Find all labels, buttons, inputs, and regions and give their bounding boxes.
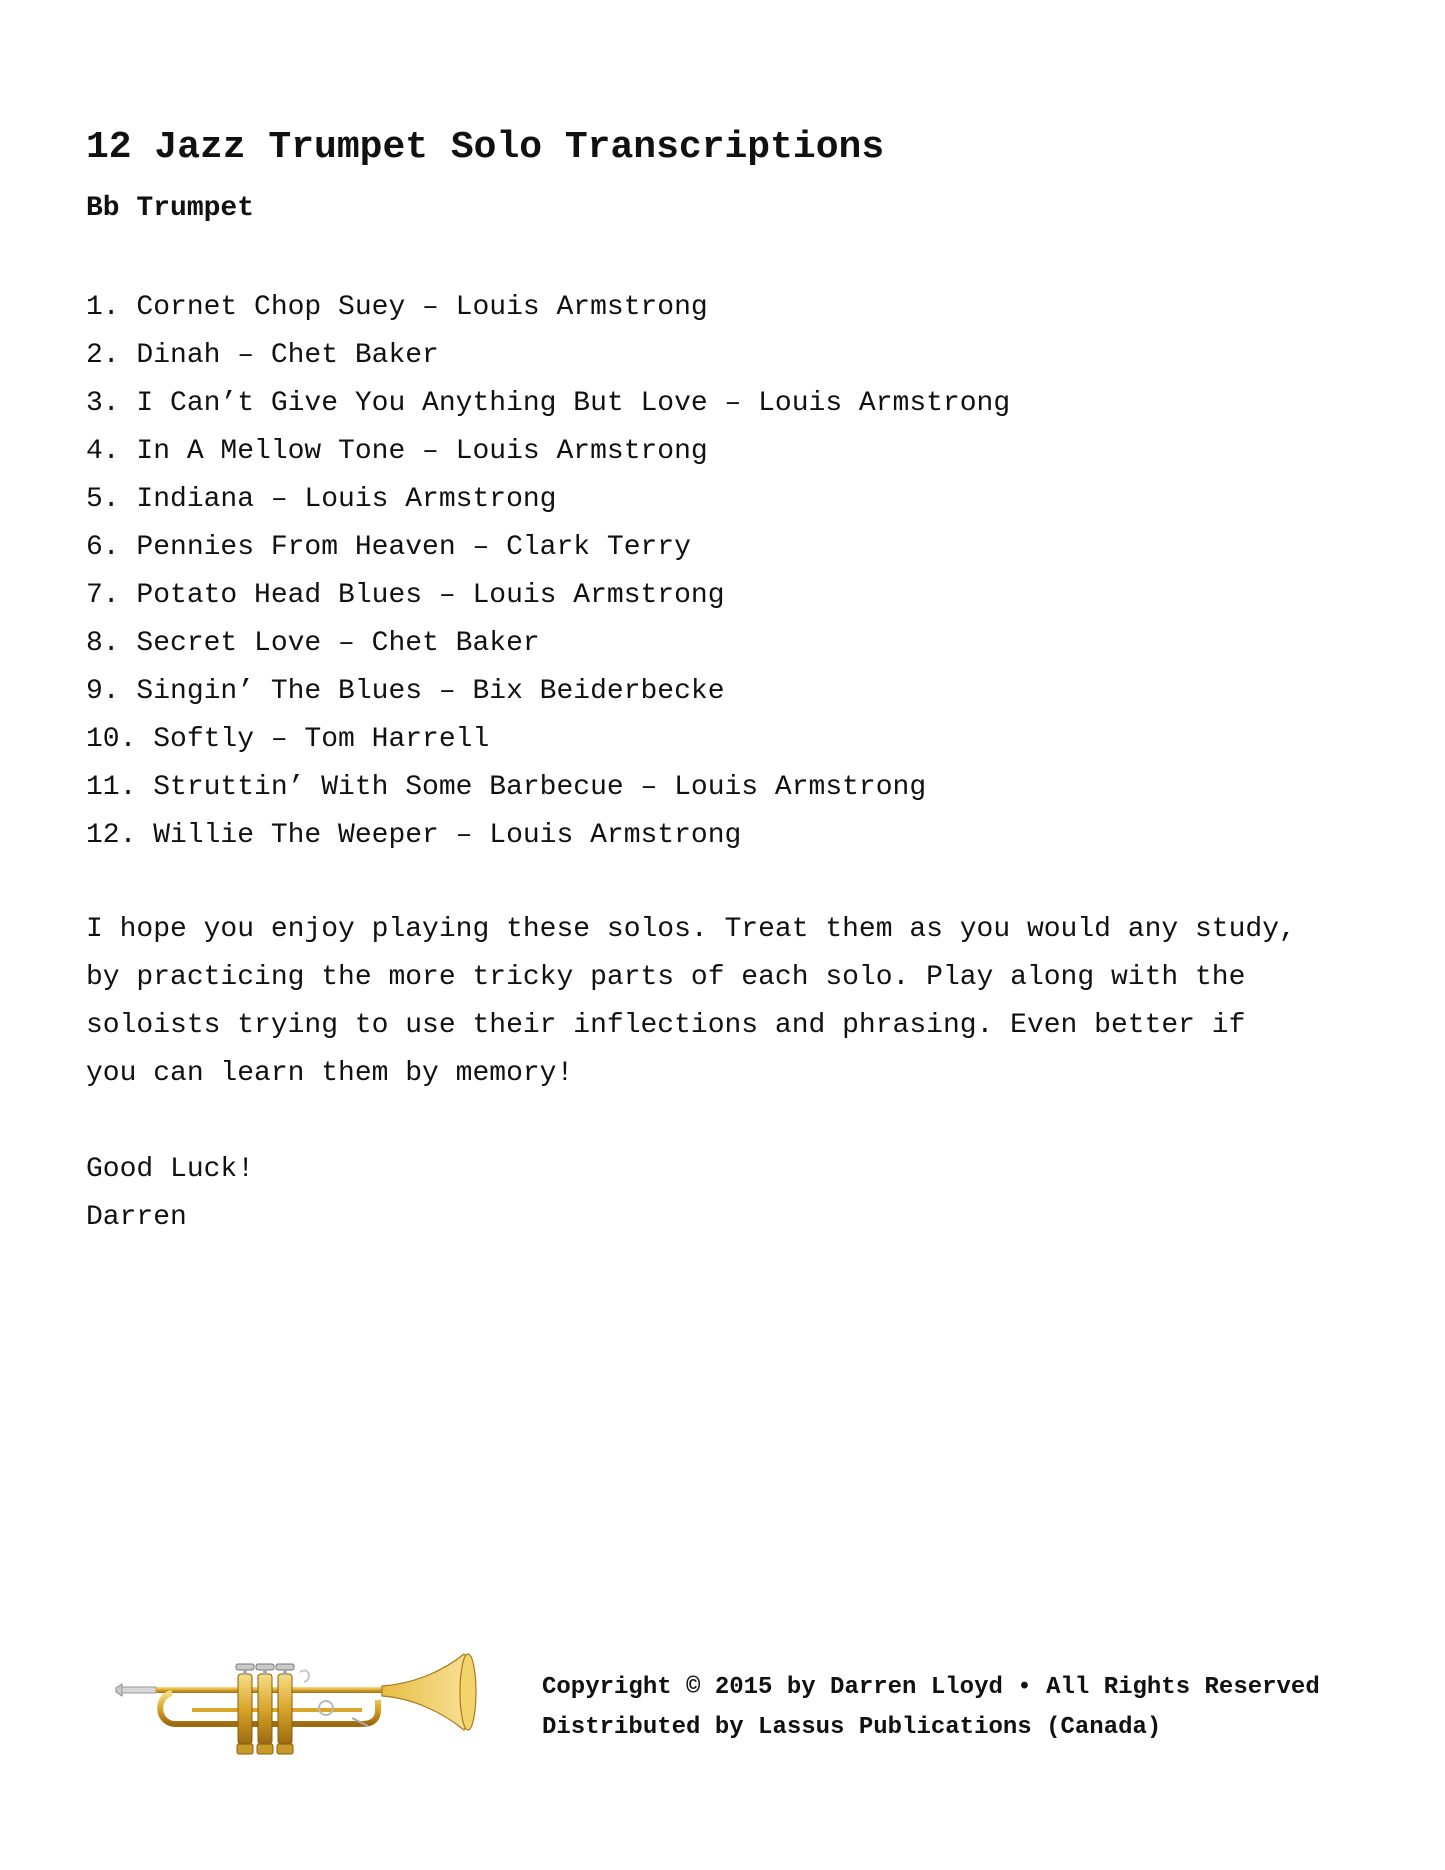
page-title: 12 Jazz Trumpet Solo Transcriptions: [86, 126, 885, 169]
note-line: I hope you enjoy playing these solos. Treat them as you would any study,: [86, 914, 1296, 945]
signoff: [86, 1146, 254, 1242]
bell-rim: [460, 1654, 476, 1730]
signoff-greeting: Good Luck!: [86, 1154, 255, 1185]
signoff-name: Darren: [86, 1202, 187, 1233]
intro-note: [86, 906, 1376, 1098]
mouthpiece-shank: [122, 1687, 156, 1693]
list-item: 8. Secret Love – Chet Baker: [86, 628, 540, 659]
list-item: 6. Pennies From Heaven – Clark Terry: [86, 532, 691, 563]
list-item: 5. Indiana – Louis Armstrong: [86, 484, 557, 515]
finger-hook: [300, 1671, 309, 1682]
list-item: 2. Dinah – Chet Baker: [86, 340, 439, 371]
trumpet-image: [112, 1652, 482, 1768]
distributor-line: Distributed by Lassus Publications (Canada): [542, 1714, 1162, 1741]
mouthpiece: [116, 1684, 122, 1696]
footer-copyright: [542, 1668, 1320, 1748]
valve-stem-2: [263, 1670, 267, 1675]
list-item: 11. Struttin’ With Some Barbecue – Louis Armstrong: [86, 772, 927, 803]
track-list: [86, 284, 1010, 860]
copyright-line: Copyright © 2015 by Darren Lloyd • All Rights Reserved: [542, 1674, 1320, 1701]
list-item: 4. In A Mellow Tone – Louis Armstrong: [86, 436, 708, 467]
list-item: 7. Potato Head Blues – Louis Armstrong: [86, 580, 725, 611]
note-line: you can learn them by memory!: [86, 1058, 574, 1089]
list-item: 12. Willie The Weeper – Louis Armstrong: [86, 820, 742, 851]
valve-3: [278, 1674, 292, 1744]
valve-stem-3: [283, 1670, 287, 1675]
leadpipe: [156, 1687, 392, 1693]
valve-1: [238, 1674, 252, 1744]
valve-button-1: [236, 1664, 254, 1670]
list-item: 3. I Can’t Give You Anything But Love – Louis Armstrong: [86, 388, 1011, 419]
valve-bottom-3: [277, 1744, 293, 1754]
page-subtitle: Bb Trumpet: [86, 193, 255, 224]
note-line: by practicing the more tricky parts of each solo. Play along with the: [86, 962, 1246, 993]
valve-stem-1: [243, 1670, 247, 1675]
list-item: 1. Cornet Chop Suey – Louis Armstrong: [86, 292, 708, 323]
note-line: soloists trying to use their inflections and phrasing. Even better if: [86, 1010, 1246, 1041]
valve-button-3: [276, 1664, 294, 1670]
valve-bottom-1: [237, 1744, 253, 1754]
valve-2: [258, 1674, 272, 1744]
list-item: 10. Softly – Tom Harrell: [86, 724, 490, 755]
valve-button-2: [256, 1664, 274, 1670]
list-item: 9. Singin’ The Blues – Bix Beiderbecke: [86, 676, 725, 707]
valve-bottom-2: [257, 1744, 273, 1754]
